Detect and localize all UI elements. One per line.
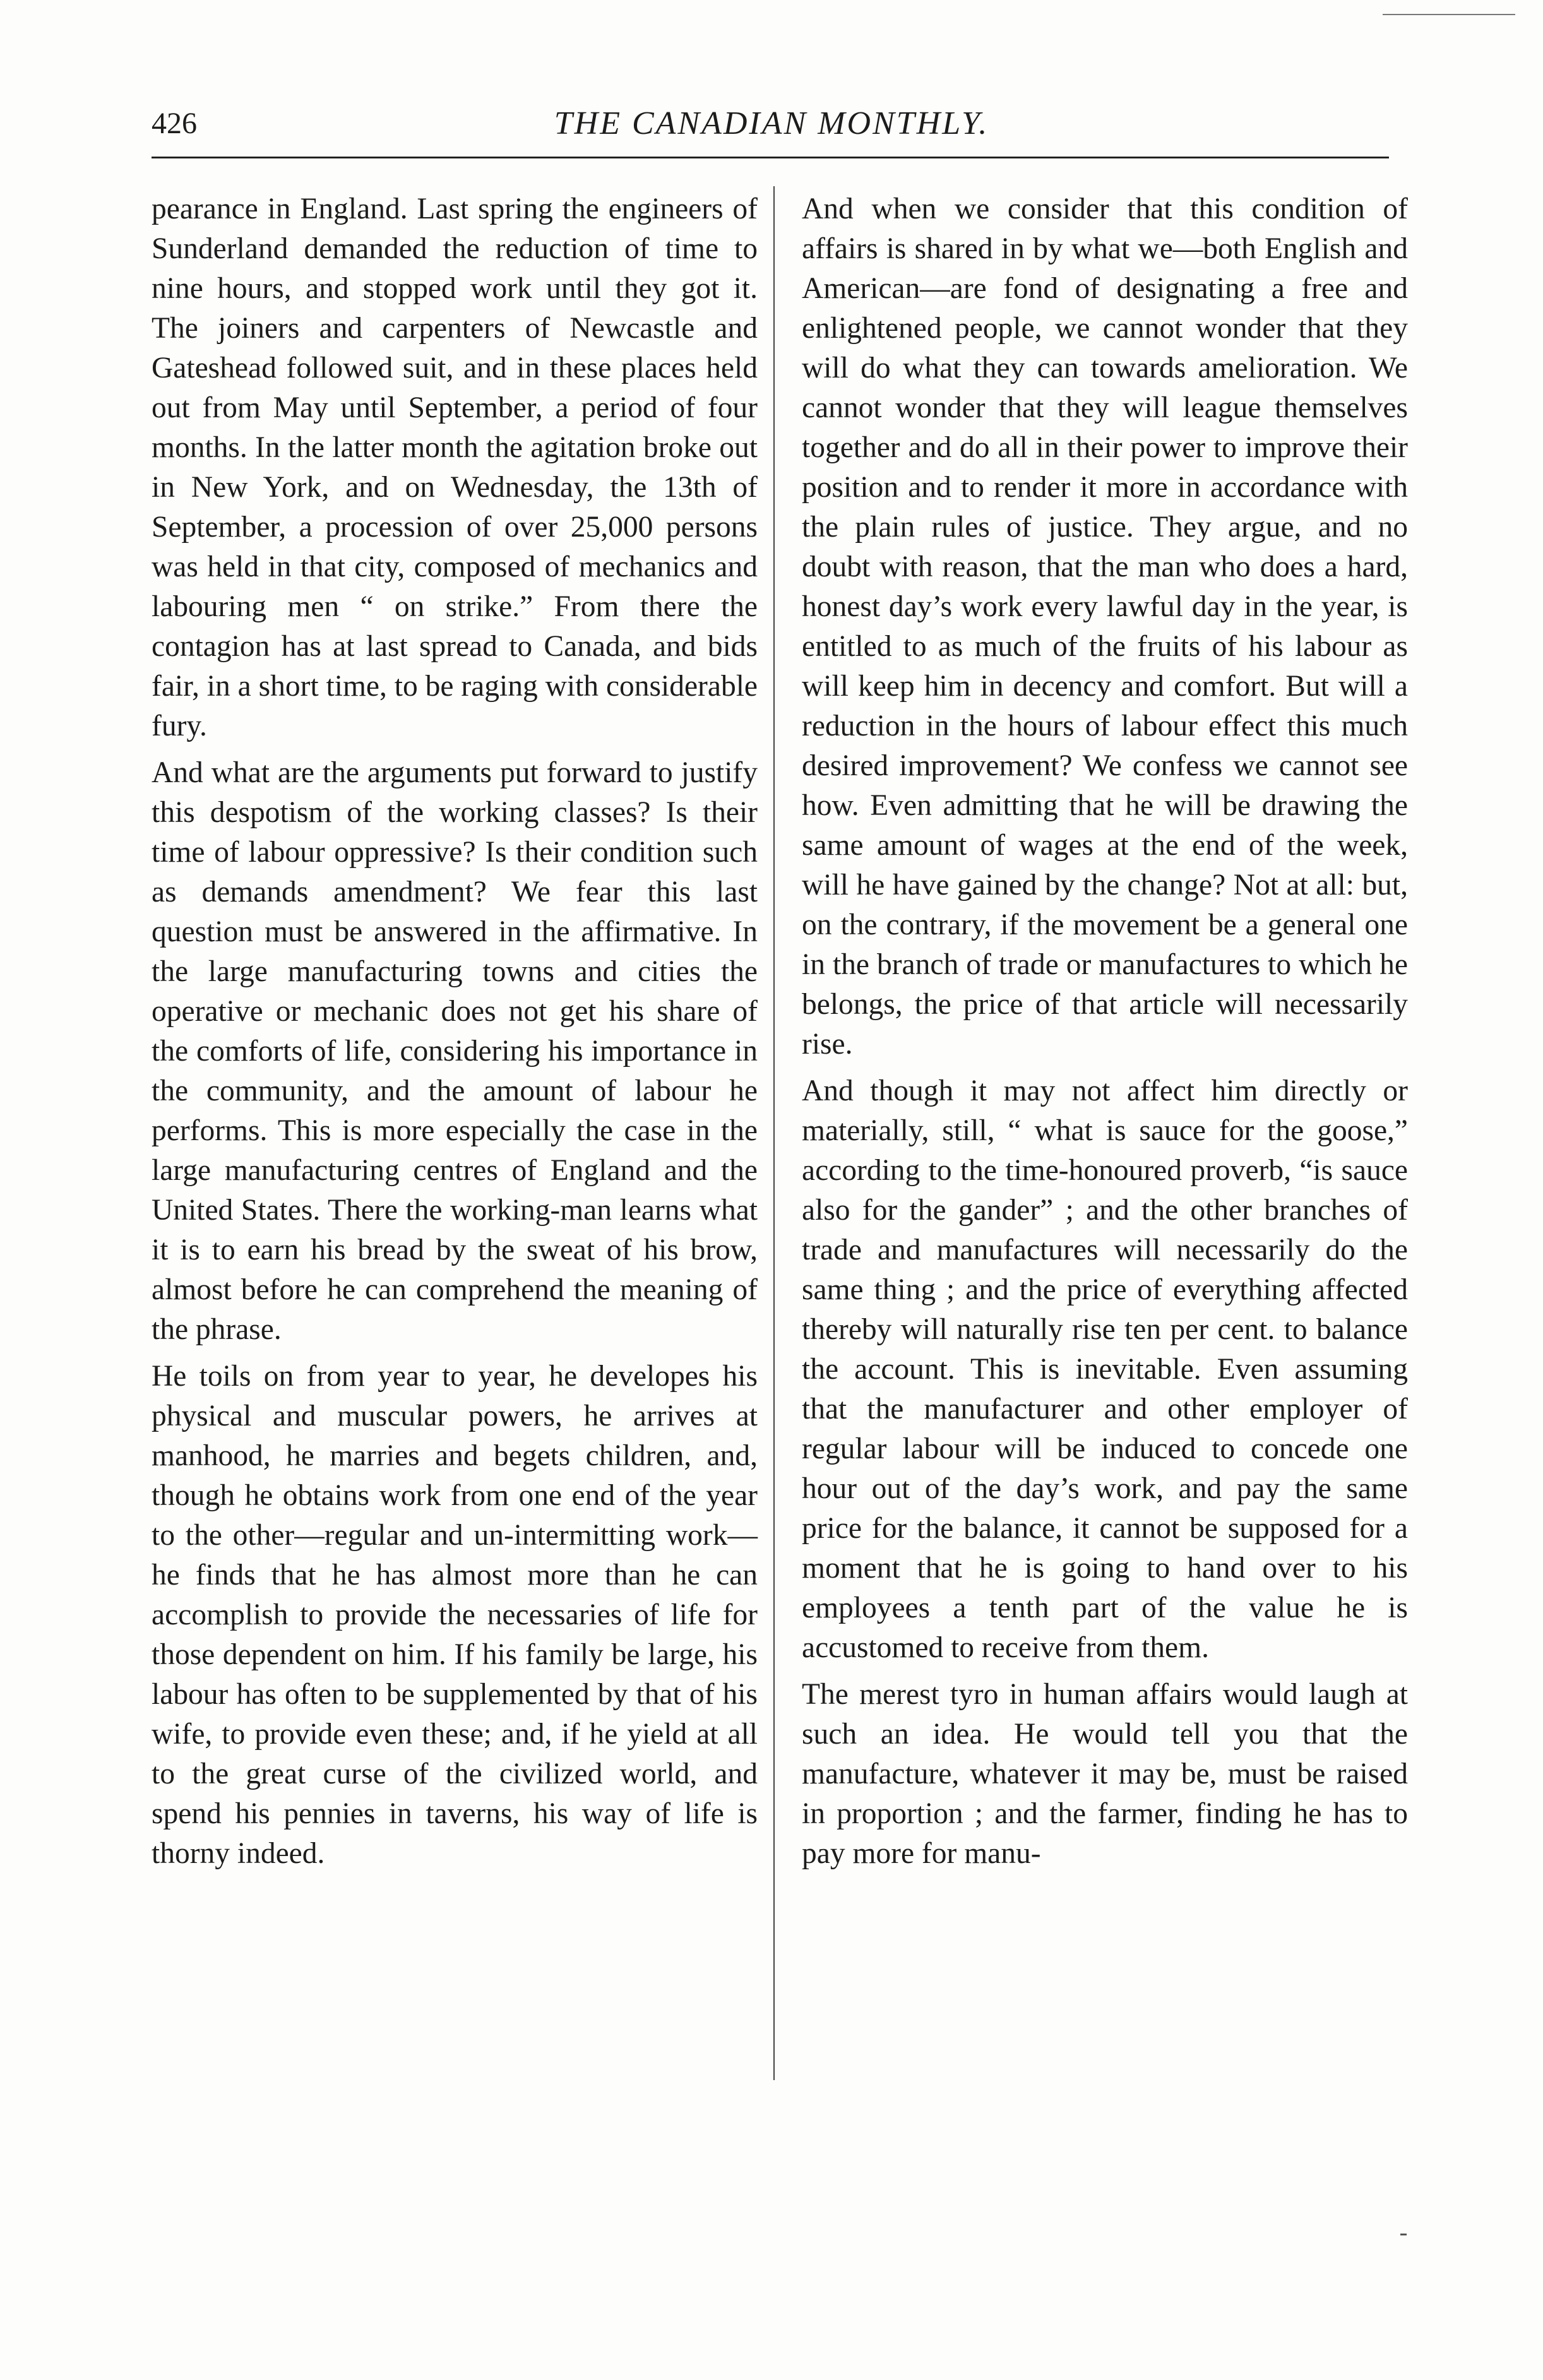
page-number: 426 xyxy=(152,107,197,140)
column-divider xyxy=(773,186,775,2080)
left-column xyxy=(152,189,758,2109)
running-title: THE CANADIAN MONTHLY. xyxy=(554,105,989,141)
paragraph: And though it may not affect him directly or materially, still, “ what is sauce for the goose,” according to the time-honoured proverb, “is sauce also for the gander” ; and the other branches of trade and manufactures will necessarily do the same thing ; and the price of everything affected thereby will naturally rise ten per cent. to balance the account. This is inevitable. Even assuming that the manufacturer and other employer of regular labour will be induced to concede one hour out of the day’s work, and pay the same price for the balance, it cannot be supposed for a moment that he is going to hand over to his employees a tenth part of the value he is accustomed to receive from them. xyxy=(802,1074,1408,1664)
right-column xyxy=(802,189,1408,2109)
paragraph: And when we consider that this condition of affairs is shared in by what we—both English and American—are fond of designating a free and enlightened people, we cannot wonder that they will do what they can towards amelioration. We cannot wonder that they will league themselves together and do all in their power to improve their position and to render it more in accordance with the plain rules of justice. They argue, and no doubt with reason, that the man who does a hard, honest day’s work every lawful day in the year, is entitled to as much of the fruits of his labour as will keep him in decency and comfort. But will a reduction in the hours of labour effect this much desired improvement? We confess we cannot see how. Even admitting that he will be drawing the same amount of wages at the end of the week, will he have gained by the change? Not at all: but, on the contrary, if the movement be a general one in the branch of trade or manufactures to which he belongs, the price of that article will necessarily rise. xyxy=(802,193,1408,1061)
page-mark xyxy=(1400,2234,1407,2235)
paragraph: pearance in England. Last spring the engineers of Sunderland demanded the reduction of time to nine hours, and stopped work until they got it. The joiners and carpenters of Newcastle and Gateshead followed suit, and in these places held out from May until September, a period of four months. In the latter month the agitation broke out in New York, and on Wednesday, the 13th of September, a procession of over 25,000 persons was held in that city, composed of mechanics and labouring men “ on strike.” From there the contagion has at last spread to Canada, and bids fair, in a short time, to be raging with considerable fury. xyxy=(152,193,758,742)
paragraph: And what are the arguments put forward to justify this despotism of the working classes? Is their time of labour oppressive? Is their condition such as demands amendment? We fear this last question must be answered in the affirmative. In the large manufacturing towns and cities the operative or mechanic does not get his share of the comforts of life, considering his importance in the community, and the amount of labour he performs. This is more especially the case in the large manufacturing centres of England and the United States. There the working-man learns what it is to earn his bread by the sweat of his brow, almost before he can comprehend the meaning of the phrase. xyxy=(152,756,758,1346)
paragraph: He toils on from year to year, he developes his physical and muscular powers, he arrives at manhood, he marries and begets children, and, though he obtains work from one end of the year to the other—regular and un-intermitting work—he finds that he has almost more than he can accomplish to provide the necessaries of life for those dependent on him. If his family be large, his labour has often to be supplemented by that of his wife, to provide even these; and, if he yield at all to the great curse of the civilized world, and spend his pennies in taverns, his way of life is thorny indeed. xyxy=(152,1360,758,1870)
paragraph: The merest tyro in human affairs would laugh at such an idea. He would tell you that the manufacture, whatever it may be, must be raised in proportion ; and the farmer, finding he has to pay more for manu- xyxy=(802,1678,1408,1870)
page-header xyxy=(0,0,1543,170)
header-rule xyxy=(152,157,1389,158)
